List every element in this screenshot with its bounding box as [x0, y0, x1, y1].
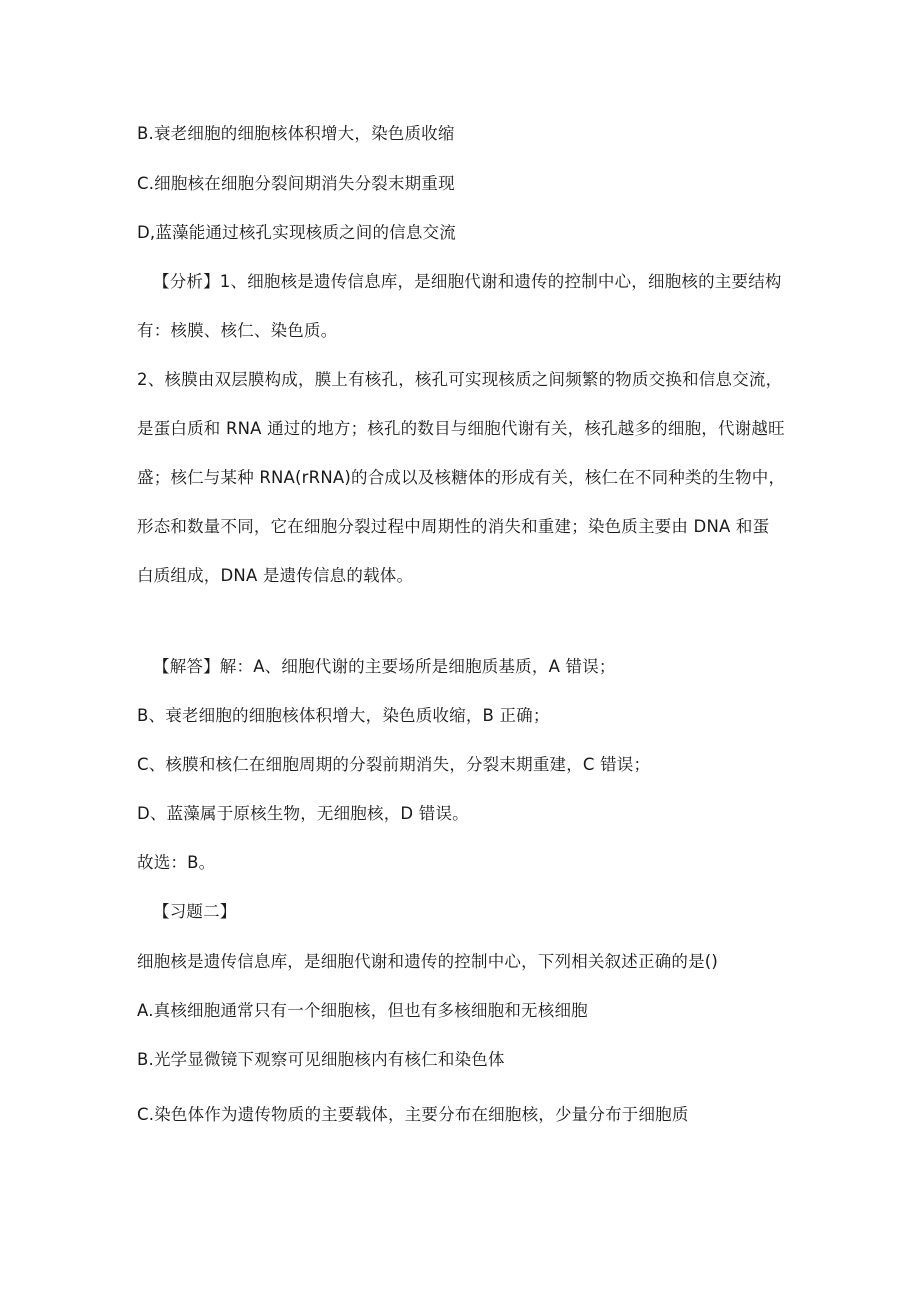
analysis-paragraph-line-2: 有：核膜、核仁、染色质。 [137, 321, 338, 340]
answer-line-4: D、蓝藻属于原核生物，无细胞核，D 错误。 [137, 804, 469, 823]
analysis-paragraph-line-5: 盛；核仁与某种 RNA(rRNA)的合成以及核糖体的形成有关，核仁在不同种类的生物中， [137, 468, 786, 487]
option-c-text: C.细胞核在细胞分裂间期消失分裂末期重现 [137, 174, 455, 193]
option-d-text: D,蓝藻能通过核孔实现核质之间的信息交流 [137, 223, 456, 242]
answer-line-1: 【解答】解：A、细胞代谢的主要场所是细胞质基质，A 错误； [153, 657, 616, 676]
exercise-two-option-a: A.真核细胞通常只有一个细胞核，但也有多核细胞和无核细胞 [137, 1001, 588, 1020]
exercise-two-option-b: B.光学显微镜下观察可见细胞核内有核仁和染色体 [137, 1050, 505, 1069]
exercise-two-heading: 【习题二】 [153, 902, 237, 921]
analysis-paragraph-line-3: 2、核膜由双层膜构成，膜上有核孔，核孔可实现核质之间频繁的物质交换和信息交流， [137, 370, 783, 389]
option-b-text: B.衰老细胞的细胞核体积增大，染色质收缩 [137, 124, 455, 143]
exercise-two-option-c: C.染色体作为遗传物质的主要载体，主要分布在细胞核，少量分布于细胞质 [137, 1105, 689, 1124]
analysis-paragraph-line-1: 【分析】1、细胞核是遗传信息库，是细胞代谢和遗传的控制中心，细胞核的主要结构 [153, 272, 782, 291]
answer-line-2: B、衰老细胞的细胞核体积增大，染色质收缩，B 正确； [137, 706, 550, 725]
analysis-paragraph-line-4: 是蛋白质和 RNA 通过的地方；核孔的数目与细胞代谢有关，核孔越多的细胞，代谢越旺 [137, 419, 785, 438]
analysis-paragraph-line-7: 白质组成，DNA 是遗传信息的载体。 [137, 566, 414, 585]
exercise-two-question: 细胞核是遗传信息库，是细胞代谢和遗传的控制中心，下列相关叙述正确的是() [137, 952, 719, 971]
answer-selection: 故选：B。 [137, 853, 216, 872]
answer-line-3: C、核膜和核仁在细胞周期的分裂前期消失，分裂末期重建，C 错误； [137, 755, 651, 774]
analysis-paragraph-line-6: 形态和数量不同，它在细胞分裂过程中周期性的消失和重建；染色质主要由 DNA 和蛋 [137, 517, 770, 536]
